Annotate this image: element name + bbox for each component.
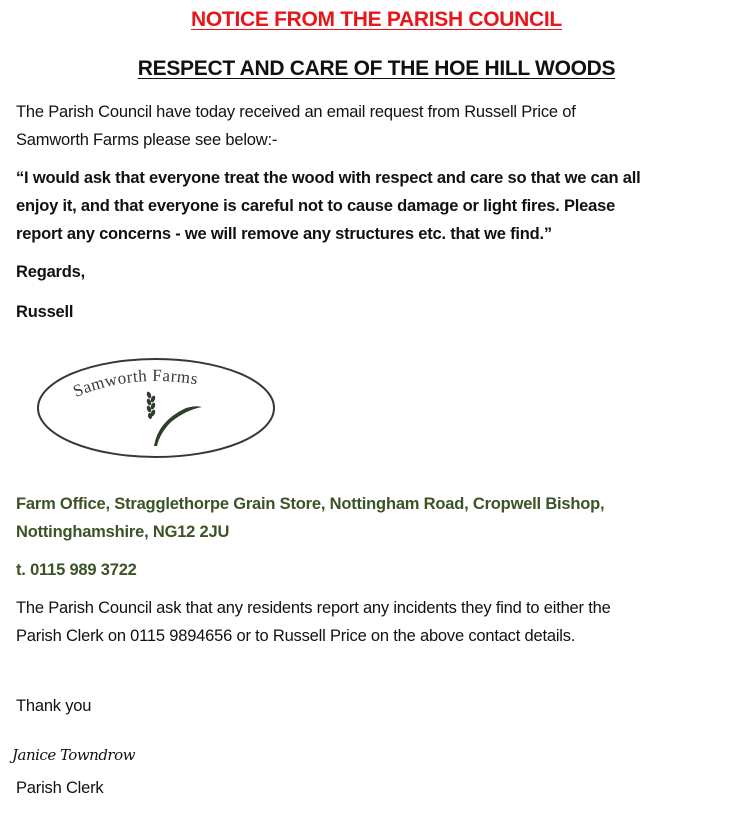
quote-line-2: enjoy it, and that everyone is careful not to cause damage or light fires. Please <box>16 197 616 215</box>
svg-text:Samworth Farms <box>70 366 199 401</box>
address-line-2: Nottinghamshire, NG12 2JU <box>16 523 230 541</box>
notice-subheading: RESPECT AND CARE OF THE HOE HILL WOODS <box>137 57 616 80</box>
wheat-icon <box>146 391 202 446</box>
quote-line-1: “I would ask that everyone treat the wood with respect and care so that we can all <box>16 169 641 187</box>
quote-paragraph <box>16 164 641 248</box>
intro-line-2: Samworth Farms please see below:- <box>16 131 278 149</box>
sender-name: Russell <box>16 303 74 321</box>
address-line-1: Farm Office, Stragglethorpe Grain Store, Nottingham Road, Cropwell Bishop, <box>16 495 605 513</box>
farm-address <box>16 490 604 546</box>
signatory-role: Parish Clerk <box>16 779 104 797</box>
request-line-1: The Parish Council ask that any residents report any incidents they find to either the <box>16 599 611 617</box>
clerk-signature: Janice Towndrow <box>12 746 135 764</box>
logo-text: Samworth Farms <box>70 365 200 401</box>
samworth-farms-logo <box>36 356 278 460</box>
notice-heading: NOTICE FROM THE PARISH COUNCIL <box>191 8 562 31</box>
farm-phone: t. 0115 989 3722 <box>16 561 137 579</box>
logo-graphic <box>36 356 278 460</box>
request-paragraph <box>16 594 611 650</box>
intro-line-1: The Parish Council have today received an email request from Russell Price of <box>16 103 576 121</box>
thanks-text: Thank you <box>16 697 92 715</box>
regards-text: Regards, <box>16 263 86 281</box>
quote-line-3: report any concerns - we will remove any structures etc. that we find.” <box>16 225 552 243</box>
intro-paragraph <box>16 98 576 154</box>
request-line-2: Parish Clerk on 0115 9894656 or to Russell Price on the above contact details. <box>16 627 576 645</box>
